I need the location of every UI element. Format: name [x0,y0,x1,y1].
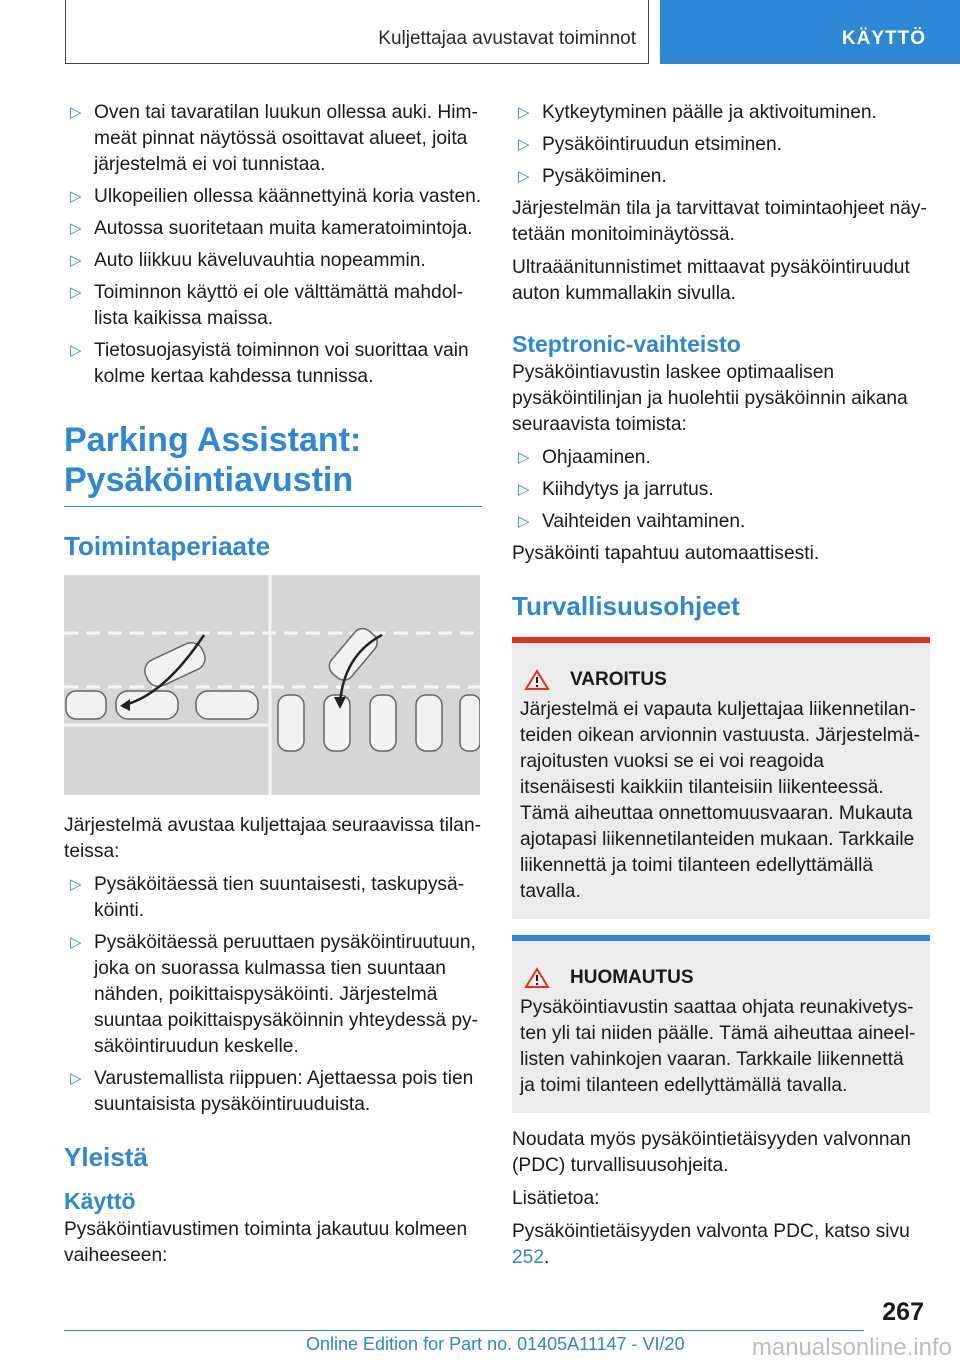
list-item: ▷ Pysäköitäessä peruuttaen pysäköintiruutuun, joka on suorassa kulmassa tien suuntaan nähden, poikittaispysäköinti. Järjestelmä suuntaa poikittaispysäköinnin yhteydessä pysäköintiruudun keskelle. [70,932,478,1057]
triangle-bullet-icon: ▷ [70,284,82,301]
triangle-bullet-icon: ▷ [518,449,530,466]
left-column [64,100,482,1276]
triangle-bullet-icon: ▷ [518,481,530,498]
right-column [512,100,930,1278]
limitations-list [64,100,482,390]
list-item: ▷ Pysäköintiruudun etsiminen. [512,132,930,158]
notice-title-row [520,965,922,991]
notice-title: HUOMAUTUS [570,967,694,988]
page-link[interactable]: 252 [512,1247,545,1268]
list-item: ▷ Kiihdytys ja jarrutus. [512,477,930,503]
list-item: ▷ Pysäköitäessä tien suuntaisesti, taskupysäköinti. [70,874,465,921]
situations-list [64,872,482,1118]
intro-text: Järjestelmä avustaa kuljettajaa seuraavissa tilanteissa: [64,815,482,862]
automatic-text: Pysäköinti tapahtuu automaattisesti. [512,543,820,564]
edition-text: Online Edition for Part no. 01405A11147 - VI/20 [306,1334,685,1354]
list-item: ▷ Ulkopeilien ollessa käännettyinä koria vasten. [64,184,482,210]
warning-title: VAROITUS [570,669,667,690]
sensor-text: Ultraäänitunnistimet mittaavat pysäköintiruudut auton kummallakin sivulla. [512,257,910,304]
list-item: ▷ Toiminnon käyttö ei ole välttämättä mahdollista kaikissa maissa. [70,282,464,329]
watermark: manualsonline.info [751,1334,952,1361]
list-item: ▷ Varustemallista riippuen: Ajettaessa pois tien suuntaisista pysäköintiruuduista. [70,1068,474,1115]
section-title: Kuljettajaa avustavat toiminnot [378,28,636,49]
warning-triangle-icon [524,669,550,691]
triangle-bullet-icon: ▷ [70,252,82,269]
actions-list [512,445,930,535]
steptronic-heading: Steptronic-vaihteisto [512,331,741,357]
main-heading: Parking Assistant: Pysäköintiavustin [64,420,482,507]
principle-heading: Toimintaperiaate [64,531,271,561]
warning-text: Järjestelmä ei vapauta kuljettajaa liikennetilanteiden oikean arvionnin vastuusta. Järjestelmärajoitusten vuoksi se ei voi reagoida itsenäisesti kaikkiin tilanteisiin liikenteessä. Tämä aiheuttaa onnettomuusvaaran. Mukauta ajotapasi liikennetilanteiden mukaan. Tarkkaile liikennettä ja toimi tilanteen edellyttämällä tavalla. [520,699,920,902]
triangle-bullet-icon: ▷ [518,104,530,121]
notice-text: Pysäköintiavustin saattaa ohjata reunakivetysten yli tai niiden päälle. Tämä aiheuttaa aineellisten vahinkojen vaaran. Tarkkaile liikennettä ja toimi tilanteen edellyttämällä tavalla. [520,997,916,1096]
list-item: ▷ Vaihteiden vaihtaminen. [512,509,930,535]
use-heading: Käyttö [64,1188,136,1214]
steptronic-text: Pysäköintiavustin laskee optimaalisen pysäköintilinjan ja huolehtii pysäköinnin aikana seuraavista toimista: [512,362,908,435]
triangle-bullet-icon: ▷ [70,876,82,893]
triangle-bullet-icon: ▷ [70,104,82,121]
list-item: ▷ Kytkeytyminen päälle ja aktivoituminen. [512,100,930,126]
notice-box [512,935,930,1113]
list-item: ▷ Tietosuojasyistä toiminnon voi suorittaa vain kolme kertaa kahdessa tunnissa. [70,340,469,387]
warning-title-row [520,667,922,693]
triangle-bullet-icon: ▷ [70,1070,82,1087]
triangle-bullet-icon: ▷ [518,168,530,185]
use-text: Pysäköintiavustimen toiminta jakautuu kolmeen vaiheeseen: [64,1219,468,1266]
footer-divider [64,1330,864,1331]
parking-scenes-svg [64,575,480,795]
list-item: ▷ Auto liikkuu käveluvauhtia nopeammin. [64,248,482,274]
triangle-bullet-icon: ▷ [70,934,82,951]
warning-triangle-icon [524,967,550,989]
list-item: ▷ Ohjaaminen. [512,445,930,471]
more-info-label: Lisätietoa: [512,1188,600,1209]
warning-box [512,637,930,919]
pdc-reference: Pysäköintietäisyyden valvonta PDC, katso sivu 252. [512,1221,910,1268]
chapter-tab[interactable] [660,0,960,64]
list-item: ▷ Autossa suoritetaan muita kameratoimintoja. [64,216,482,242]
safety-heading: Turvallisuusohjeet [512,591,740,621]
page-number: 267 [882,1298,924,1326]
general-heading: Yleistä [64,1142,148,1172]
parking-illustration [64,575,480,795]
phases-list [512,100,930,190]
list-item: ▷ Pysäköiminen. [512,164,930,190]
pdc-note-text: Noudata myös pysäköintietäisyyden valvonnan (PDC) turvallisuusohjeita. [512,1129,911,1176]
status-text: Järjestelmän tila ja tarvittavat toimintaohjeet näytetään monitoiminäytössä. [512,198,927,245]
triangle-bullet-icon: ▷ [70,220,82,237]
triangle-bullet-icon: ▷ [70,188,82,205]
triangle-bullet-icon: ▷ [518,136,530,153]
list-item: ▷ Oven tai tavaratilan luukun ollessa auki. Himmeät pinnat näytössä osoittavat alueet, joita järjestelmä ei voi tunnistaa. [70,102,478,175]
triangle-bullet-icon: ▷ [518,513,530,530]
chapter-tab-label: KÄYTTÖ [841,28,926,49]
triangle-bullet-icon: ▷ [70,342,82,359]
